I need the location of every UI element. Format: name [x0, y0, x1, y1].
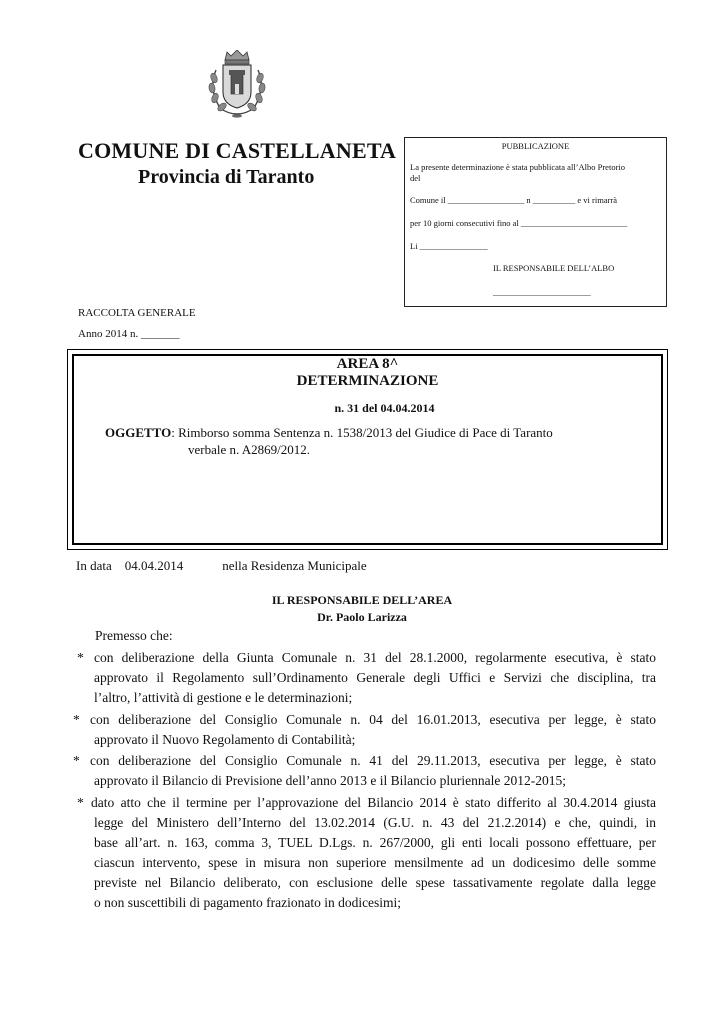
premise-line: l’altro, l’attività di gestione e le determinazioni;	[94, 690, 353, 705]
publication-line-1: La presente determinazione è stata pubblicata all’Albo Pretorio	[410, 162, 626, 172]
publication-responsabile: IL RESPONSABILE DELL’ALBO	[493, 263, 615, 273]
publication-box	[404, 137, 667, 307]
premise-line: con deliberazione della Giunta Comunale n. 31 del 28.1.2000, regolarmente esecutiva, è stato	[94, 650, 656, 665]
premise-item	[0, 751, 724, 791]
premise-item	[0, 710, 724, 750]
area-heading: AREA 8^	[336, 356, 399, 372]
premise-line: approvato il Bilancio di Previsione dell’anno 2013 e il Bilancio pluriennale 2012-2015;	[94, 773, 567, 788]
premesso-intro: Premesso che:	[95, 628, 173, 643]
premise-line: previste nel Bilancio deliberato, con esclusione delle spese tassativamente regolate dalla legge	[94, 875, 656, 890]
premise-line: con deliberazione del Consiglio Comunale n. 41 del 29.11.2013, esecutiva per legge, è stato	[90, 753, 656, 768]
in-data-line: In data 04.04.2014 nella Residenza Municipale	[76, 558, 367, 573]
oggetto-text: : Rimborso somma Sentenza n. 1538/2013 del Giudice di Pace di Taranto	[171, 425, 553, 440]
premise-item	[0, 648, 724, 708]
determination-number: n. 31 del 04.04.2014	[334, 401, 435, 415]
municipality-name: COMUNE DI CASTELLANETA	[78, 138, 397, 163]
premise-line: base all’art. n. 163, comma 3, TUEL D.Lgs. n. 267/2000, gli enti locali possono effettuare, per	[94, 835, 656, 850]
premise-line: legge del Ministero dell’Interno del 13.02.2014 (G.U. n. 43 del 21.2.2014) e che, quindi, in	[94, 815, 656, 830]
responsabile-title: IL RESPONSABILE DELL’AREA	[271, 593, 453, 607]
registry-year: Anno 2014 n. _______	[78, 328, 180, 340]
bullet-star: *	[73, 753, 80, 768]
premise-line: dato atto che il termine per l’approvazione del Bilancio 2014 è stato differito al 30.4.2014 giusta	[91, 795, 656, 810]
municipal-crest-icon	[206, 50, 268, 118]
publication-title: PUBBLICAZIONE	[501, 141, 570, 151]
publication-line-4: per 10 giorni consecutivi fino al _________________________	[410, 218, 628, 228]
publication-line-2: del	[410, 173, 421, 183]
premise-line: approvato il Nuovo Regolamento di Contabilità;	[94, 732, 356, 747]
publication-line-5: Li ________________	[410, 241, 488, 251]
premise-line: o non suscettibili di pagamento frazionato in dodicesimi;	[94, 895, 402, 910]
bullet-star: *	[77, 650, 84, 665]
determination-heading: DETERMINAZIONE	[296, 373, 439, 389]
premise-line: ciascun intervento, spese in misura non superiore mensilmente ad un dodicesimo delle somme	[94, 855, 656, 870]
oggetto-label: OGGETTO	[105, 425, 172, 440]
determination-box	[67, 349, 668, 550]
premise-line: con deliberazione del Consiglio Comunale n. 04 del 16.01.2013, esecutiva per legge, è stato	[90, 712, 656, 727]
publication-signature-line: _______________________	[493, 287, 591, 297]
publication-line-3: Comune il __________________ n __________ e vi rimarrà	[410, 195, 618, 205]
raccolta-generale: RACCOLTA GENERALE	[78, 307, 196, 319]
premise-line: approvato il Regolamento sull’Ordinamento Generale degli Uffici e Servizi che disciplina, tra	[94, 670, 656, 685]
province-name: Provincia di Taranto	[138, 166, 315, 188]
bullet-star: *	[77, 795, 84, 810]
premise-item	[0, 793, 724, 913]
oggetto-block	[105, 424, 625, 458]
responsabile-name: Dr. Paolo Larizza	[317, 610, 407, 624]
oggetto-text-continued: verbale n. A2869/2012.	[188, 442, 311, 457]
bullet-star: *	[73, 712, 80, 727]
